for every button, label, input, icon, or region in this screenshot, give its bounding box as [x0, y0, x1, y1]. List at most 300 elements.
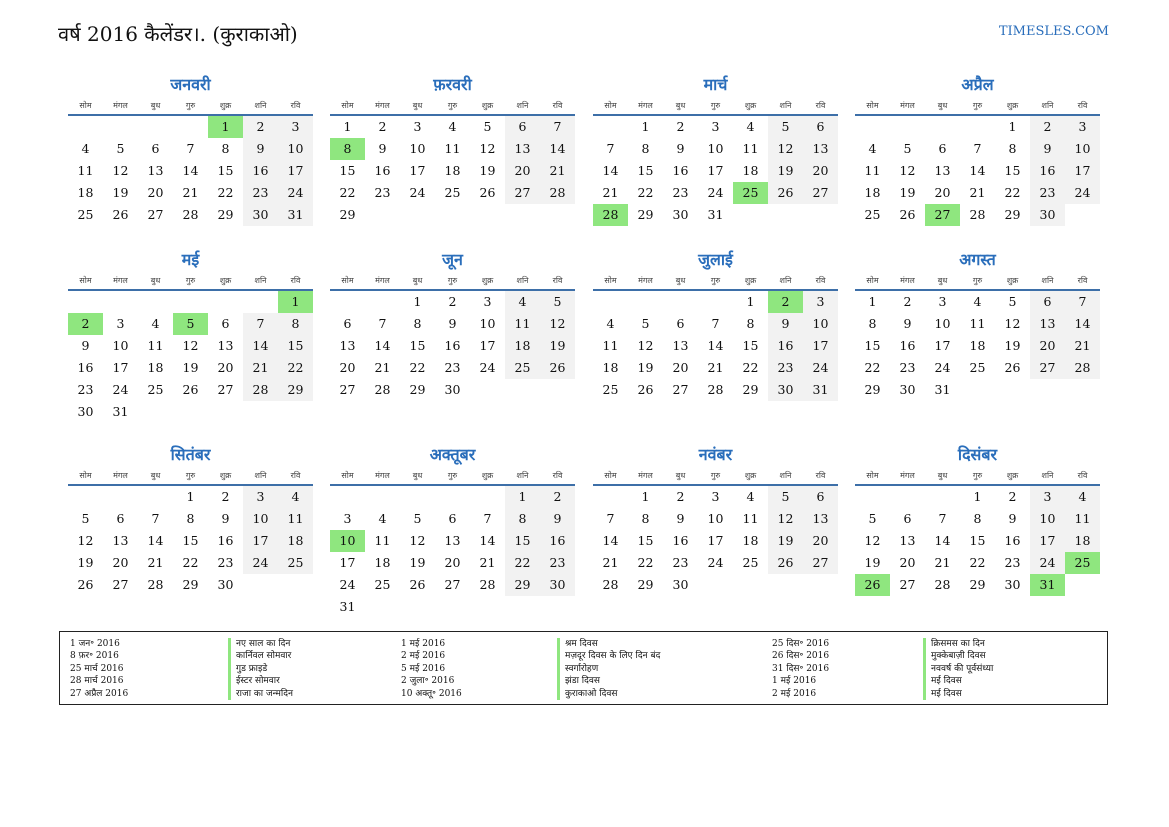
- day-cell: 15: [864, 338, 881, 353]
- weekend-day-cell: 3: [803, 291, 838, 313]
- weekend-day-cell: 26: [540, 357, 575, 379]
- holiday-day-cell: 25: [1065, 552, 1100, 574]
- day-cell: 5: [81, 511, 90, 526]
- empty-cell: [243, 291, 278, 313]
- day-cell: 12: [409, 533, 426, 548]
- day-cell: 15: [409, 338, 426, 353]
- day-cell: 13: [112, 533, 129, 548]
- weekday-header: [855, 98, 1100, 116]
- weekend-day-cell: 16: [540, 530, 575, 552]
- empty-cell: [593, 486, 628, 508]
- weekend-day-cell: 11: [278, 508, 313, 530]
- day-cell: 18: [77, 185, 94, 200]
- day-cell: 11: [374, 533, 391, 548]
- weekend-day-cell: 15: [278, 335, 313, 357]
- weekend-day-cell: 19: [768, 160, 803, 182]
- holiday-date: 27 अप्रैल 2016: [70, 688, 129, 699]
- day-cell: 12: [899, 163, 916, 178]
- holiday-name: क्रिसमस का दिन: [923, 638, 993, 650]
- weekend-day-cell: 14: [540, 138, 575, 160]
- day-cell: 14: [969, 163, 986, 178]
- weekend-day-cell: 3: [278, 116, 313, 138]
- day-cell: 21: [479, 555, 496, 570]
- weekday-label: शुक्र: [219, 276, 232, 285]
- day-cell: 12: [182, 338, 199, 353]
- weekend-day-cell: 25: [278, 552, 313, 574]
- legend-name-column: [557, 638, 660, 700]
- day-cell: 25: [77, 207, 94, 222]
- day-cell: 25: [444, 185, 461, 200]
- weekend-day-cell: 23: [243, 182, 278, 204]
- day-cell: 13: [672, 338, 689, 353]
- weekday-label: रवि: [1077, 101, 1088, 110]
- day-cell: 3: [938, 294, 947, 309]
- weekend-day-cell: 16: [1030, 160, 1065, 182]
- day-cell: 23: [444, 360, 461, 375]
- day-cell: 14: [374, 338, 391, 353]
- day-cell: 13: [934, 163, 951, 178]
- day-cell: 9: [221, 511, 230, 526]
- day-cell: 21: [934, 555, 951, 570]
- weekday-label: शुक्र: [481, 471, 494, 480]
- day-grid: [593, 486, 838, 596]
- weekend-day-cell: 24: [1065, 182, 1100, 204]
- site-link[interactable]: TIMESLES.COM: [998, 24, 1109, 39]
- day-cell: 16: [672, 533, 689, 548]
- weekday-header: [593, 273, 838, 291]
- day-cell: 31: [934, 382, 951, 397]
- day-grid: [330, 291, 575, 401]
- empty-cell: [208, 291, 243, 313]
- weekday-label: शनि: [779, 471, 792, 480]
- month-name: मई: [181, 250, 200, 269]
- weekday-label: गुरु: [710, 471, 721, 480]
- weekday-label: रवि: [815, 276, 826, 285]
- month-name: जनवरी: [170, 75, 211, 94]
- weekday-label: गुरु: [185, 101, 196, 110]
- day-cell: 10: [707, 511, 724, 526]
- day-cell: 28: [182, 207, 199, 222]
- day-cell: 23: [374, 185, 391, 200]
- day-cell: 2: [448, 294, 457, 309]
- day-cell: 22: [217, 185, 234, 200]
- weekend-day-cell: 7: [540, 116, 575, 138]
- day-cell: 27: [339, 382, 356, 397]
- day-cell: 5: [483, 119, 492, 134]
- weekday-label: शुक्र: [744, 276, 757, 285]
- day-cell: 19: [1004, 338, 1021, 353]
- day-cell: 18: [742, 533, 759, 548]
- weekend-day-cell: 31: [803, 379, 838, 401]
- day-cell: 14: [934, 533, 951, 548]
- day-cell: 8: [221, 141, 230, 156]
- day-cell: 5: [903, 141, 912, 156]
- weekend-day-cell: 17: [1030, 530, 1065, 552]
- day-cell: 8: [973, 511, 982, 526]
- weekday-label: बुध: [937, 276, 948, 285]
- day-cell: 11: [602, 338, 619, 353]
- weekday-label: सोम: [604, 276, 617, 285]
- weekend-day-cell: 16: [243, 160, 278, 182]
- weekday-label: शनि: [516, 101, 529, 110]
- month-block: [855, 442, 1100, 596]
- day-cell: 18: [374, 555, 391, 570]
- day-cell: 2: [1008, 489, 1017, 504]
- holiday-legend: [59, 631, 1108, 705]
- day-cell: 4: [868, 141, 877, 156]
- day-cell: 4: [606, 316, 615, 331]
- day-cell: 29: [409, 382, 426, 397]
- day-cell: 10: [479, 316, 496, 331]
- day-grid: [593, 116, 838, 226]
- weekend-day-cell: 13: [803, 508, 838, 530]
- day-cell: 11: [742, 141, 759, 156]
- day-cell: 13: [147, 163, 164, 178]
- weekday-label: बुध: [150, 101, 161, 110]
- day-grid: [855, 291, 1100, 401]
- day-cell: 21: [602, 555, 619, 570]
- day-cell: 3: [413, 119, 422, 134]
- weekend-day-cell: 9: [1030, 138, 1065, 160]
- day-cell: 9: [1008, 511, 1017, 526]
- weekend-day-cell: 6: [803, 486, 838, 508]
- day-cell: 25: [742, 555, 759, 570]
- day-grid: [593, 291, 838, 401]
- day-cell: 3: [116, 316, 125, 331]
- weekend-day-cell: 27: [803, 182, 838, 204]
- day-cell: 8: [1008, 141, 1017, 156]
- day-cell: 26: [479, 185, 496, 200]
- day-grid: [68, 486, 313, 596]
- weekday-label: बुध: [675, 276, 686, 285]
- day-cell: 18: [969, 338, 986, 353]
- day-cell: 1: [641, 119, 650, 134]
- month-name: फ़रवरी: [433, 75, 472, 94]
- month-block: [855, 72, 1100, 226]
- weekday-label: शुक्र: [744, 101, 757, 110]
- weekday-header: [68, 98, 313, 116]
- day-cell: 29: [217, 207, 234, 222]
- empty-cell: [138, 116, 173, 138]
- holiday-day-cell: 8: [330, 138, 365, 160]
- day-cell: 9: [676, 511, 685, 526]
- weekday-header: [330, 98, 575, 116]
- weekend-day-cell: 13: [505, 138, 540, 160]
- weekday-label: सोम: [79, 276, 92, 285]
- day-cell: 29: [339, 207, 356, 222]
- weekend-day-cell: 9: [768, 313, 803, 335]
- weekend-day-cell: 24: [803, 357, 838, 379]
- day-cell: 13: [899, 533, 916, 548]
- day-cell: 7: [378, 316, 387, 331]
- day-cell: 31: [339, 599, 356, 614]
- day-cell: 27: [672, 382, 689, 397]
- legend-date-column: [772, 638, 829, 700]
- day-cell: 23: [899, 360, 916, 375]
- day-cell: 13: [444, 533, 461, 548]
- weekend-day-cell: 6: [505, 116, 540, 138]
- day-cell: 13: [339, 338, 356, 353]
- day-cell: 19: [899, 185, 916, 200]
- weekday-label: मंगल: [375, 276, 390, 285]
- day-cell: 6: [676, 316, 685, 331]
- weekday-label: रवि: [552, 276, 563, 285]
- weekend-day-cell: 2: [1030, 116, 1065, 138]
- month-name: दिसंबर: [957, 445, 998, 464]
- day-cell: 24: [112, 382, 129, 397]
- weekday-label: सोम: [341, 471, 354, 480]
- day-cell: 26: [899, 207, 916, 222]
- day-cell: 5: [868, 511, 877, 526]
- day-cell: 5: [413, 511, 422, 526]
- day-cell: 29: [182, 577, 199, 592]
- day-cell: 6: [938, 141, 947, 156]
- empty-cell: [855, 486, 890, 508]
- day-cell: 15: [742, 338, 759, 353]
- weekday-label: रवि: [1077, 276, 1088, 285]
- empty-cell: [593, 291, 628, 313]
- day-cell: 4: [151, 316, 160, 331]
- day-cell: 9: [448, 316, 457, 331]
- month-name: अक्तूबर: [429, 445, 476, 464]
- empty-cell: [890, 486, 925, 508]
- day-cell: 22: [182, 555, 199, 570]
- day-cell: 29: [637, 207, 654, 222]
- weekday-label: मंगल: [113, 276, 128, 285]
- weekend-day-cell: 17: [278, 160, 313, 182]
- weekend-day-cell: 15: [505, 530, 540, 552]
- day-cell: 27: [147, 207, 164, 222]
- day-cell: 25: [864, 207, 881, 222]
- weekday-label: बुध: [412, 101, 423, 110]
- weekend-day-cell: 26: [768, 182, 803, 204]
- weekend-day-cell: 22: [505, 552, 540, 574]
- day-cell: 14: [602, 163, 619, 178]
- holiday-name: मुक्केबाज़ी दिवस: [923, 650, 993, 662]
- weekday-header: [593, 468, 838, 486]
- day-cell: 29: [742, 382, 759, 397]
- day-cell: 27: [899, 577, 916, 592]
- day-cell: 29: [1004, 207, 1021, 222]
- day-cell: 11: [864, 163, 881, 178]
- holiday-name: गुड फ्राइडे: [228, 663, 293, 675]
- day-cell: 24: [934, 360, 951, 375]
- day-cell: 24: [707, 185, 724, 200]
- empty-cell: [173, 291, 208, 313]
- day-cell: 2: [378, 119, 387, 134]
- weekend-day-cell: 22: [278, 357, 313, 379]
- day-cell: 1: [973, 489, 982, 504]
- holiday-name: स्वर्गारोहण: [557, 663, 660, 675]
- day-cell: 4: [448, 119, 457, 134]
- weekend-day-cell: 29: [505, 574, 540, 596]
- weekend-day-cell: 9: [243, 138, 278, 160]
- day-cell: 4: [746, 119, 755, 134]
- page-title: वर्ष 2016 कैलेंडर।. (कुराकाओ): [58, 22, 298, 46]
- weekday-label: बुध: [675, 101, 686, 110]
- weekday-label: बुध: [412, 471, 423, 480]
- weekday-label: रवि: [290, 471, 301, 480]
- holiday-day-cell: 27: [925, 204, 960, 226]
- weekday-label: गुरु: [185, 471, 196, 480]
- holiday-name: मई दिवस: [923, 688, 993, 700]
- day-cell: 26: [112, 207, 129, 222]
- weekday-label: बुध: [937, 101, 948, 110]
- empty-cell: [138, 291, 173, 313]
- holiday-name: कार्निवल सोमवार: [228, 650, 293, 662]
- weekend-day-cell: 26: [768, 552, 803, 574]
- weekday-label: सोम: [79, 101, 92, 110]
- empty-cell: [663, 291, 698, 313]
- weekend-day-cell: 14: [1065, 313, 1100, 335]
- day-cell: 6: [343, 316, 352, 331]
- empty-cell: [855, 116, 890, 138]
- day-grid: [68, 291, 313, 423]
- holiday-date: 31 दिस॰ 2016: [772, 663, 830, 674]
- day-cell: 12: [77, 533, 94, 548]
- day-cell: 1: [186, 489, 195, 504]
- day-cell: 22: [1004, 185, 1021, 200]
- weekday-label: रवि: [290, 276, 301, 285]
- day-cell: 4: [746, 489, 755, 504]
- day-cell: 19: [637, 360, 654, 375]
- weekend-day-cell: 23: [1030, 182, 1065, 204]
- day-grid: [855, 486, 1100, 596]
- weekend-day-cell: 2: [243, 116, 278, 138]
- weekend-day-cell: 14: [243, 335, 278, 357]
- weekend-day-cell: 29: [278, 379, 313, 401]
- day-cell: 19: [77, 555, 94, 570]
- day-cell: 20: [217, 360, 234, 375]
- weekend-day-cell: 28: [1065, 357, 1100, 379]
- empty-cell: [330, 291, 365, 313]
- holiday-name: झंडा दिवस: [557, 675, 660, 687]
- weekend-day-cell: 31: [278, 204, 313, 226]
- day-cell: 6: [903, 511, 912, 526]
- day-cell: 21: [602, 185, 619, 200]
- holiday-name: नए साल का दिन: [228, 638, 293, 650]
- day-cell: 7: [938, 511, 947, 526]
- day-cell: 5: [1008, 294, 1017, 309]
- day-cell: 14: [182, 163, 199, 178]
- legend-name-column: [228, 638, 293, 700]
- holiday-date: 1 मई 2016: [772, 676, 817, 687]
- empty-cell: [400, 486, 435, 508]
- day-cell: 7: [606, 511, 615, 526]
- holiday-date: 2 मई 2016: [772, 688, 817, 699]
- weekend-day-cell: 20: [1030, 335, 1065, 357]
- weekend-day-cell: 27: [505, 182, 540, 204]
- weekend-day-cell: 4: [278, 486, 313, 508]
- day-cell: 1: [413, 294, 422, 309]
- empty-cell: [470, 486, 505, 508]
- day-cell: 31: [707, 207, 724, 222]
- day-cell: 9: [81, 338, 90, 353]
- day-cell: 14: [602, 533, 619, 548]
- day-cell: 18: [444, 163, 461, 178]
- weekday-header: [593, 98, 838, 116]
- day-cell: 30: [1004, 577, 1021, 592]
- day-cell: 30: [672, 207, 689, 222]
- weekday-header: [330, 273, 575, 291]
- holiday-day-cell: 2: [768, 291, 803, 313]
- day-cell: 1: [641, 489, 650, 504]
- day-cell: 15: [637, 533, 654, 548]
- day-cell: 15: [1004, 163, 1021, 178]
- holiday-day-cell: 25: [733, 182, 768, 204]
- day-cell: 22: [339, 185, 356, 200]
- weekday-label: सोम: [341, 276, 354, 285]
- month-block: [68, 247, 313, 423]
- weekend-day-cell: 20: [803, 160, 838, 182]
- weekend-day-cell: 13: [803, 138, 838, 160]
- day-cell: 16: [217, 533, 234, 548]
- weekday-label: रवि: [815, 101, 826, 110]
- day-cell: 23: [217, 555, 234, 570]
- weekday-label: बुध: [675, 471, 686, 480]
- day-cell: 8: [413, 316, 422, 331]
- day-cell: 31: [112, 404, 129, 419]
- month-block: [330, 247, 575, 401]
- day-cell: 21: [707, 360, 724, 375]
- weekend-day-cell: 18: [505, 335, 540, 357]
- day-cell: 30: [672, 577, 689, 592]
- day-cell: 27: [444, 577, 461, 592]
- month-name: अप्रैल: [961, 75, 994, 94]
- month-block: [855, 247, 1100, 401]
- day-cell: 7: [186, 141, 195, 156]
- day-grid: [855, 116, 1100, 226]
- weekday-label: मंगल: [113, 471, 128, 480]
- weekend-day-cell: 3: [1030, 486, 1065, 508]
- holiday-date: 25 दिस॰ 2016: [772, 639, 830, 649]
- weekend-day-cell: 11: [505, 313, 540, 335]
- legend-name-column: [923, 638, 993, 700]
- weekend-day-cell: 30: [768, 379, 803, 401]
- day-cell: 27: [217, 382, 234, 397]
- weekend-day-cell: 5: [768, 116, 803, 138]
- empty-cell: [698, 291, 733, 313]
- day-cell: 1: [1008, 119, 1017, 134]
- weekday-label: सोम: [866, 471, 879, 480]
- day-cell: 30: [77, 404, 94, 419]
- weekday-label: मंगल: [900, 101, 915, 110]
- day-cell: 15: [637, 163, 654, 178]
- weekend-day-cell: 11: [1065, 508, 1100, 530]
- holiday-day-cell: 5: [173, 313, 208, 335]
- weekend-day-cell: 7: [243, 313, 278, 335]
- day-cell: 19: [864, 555, 881, 570]
- day-cell: 8: [641, 511, 650, 526]
- day-cell: 25: [602, 382, 619, 397]
- holiday-name: नववर्ष की पूर्वसंध्या: [923, 663, 993, 675]
- empty-cell: [330, 486, 365, 508]
- day-cell: 13: [217, 338, 234, 353]
- day-cell: 25: [147, 382, 164, 397]
- weekend-day-cell: 1: [505, 486, 540, 508]
- empty-cell: [960, 116, 995, 138]
- day-cell: 25: [374, 577, 391, 592]
- weekend-day-cell: 17: [243, 530, 278, 552]
- holiday-date: 2 मई 2016: [401, 651, 446, 662]
- weekday-label: शुक्र: [744, 471, 757, 480]
- weekend-day-cell: 9: [540, 508, 575, 530]
- day-cell: 1: [343, 119, 352, 134]
- weekday-label: गुरु: [447, 471, 458, 480]
- day-cell: 23: [672, 185, 689, 200]
- day-cell: 2: [221, 489, 230, 504]
- empty-cell: [628, 291, 663, 313]
